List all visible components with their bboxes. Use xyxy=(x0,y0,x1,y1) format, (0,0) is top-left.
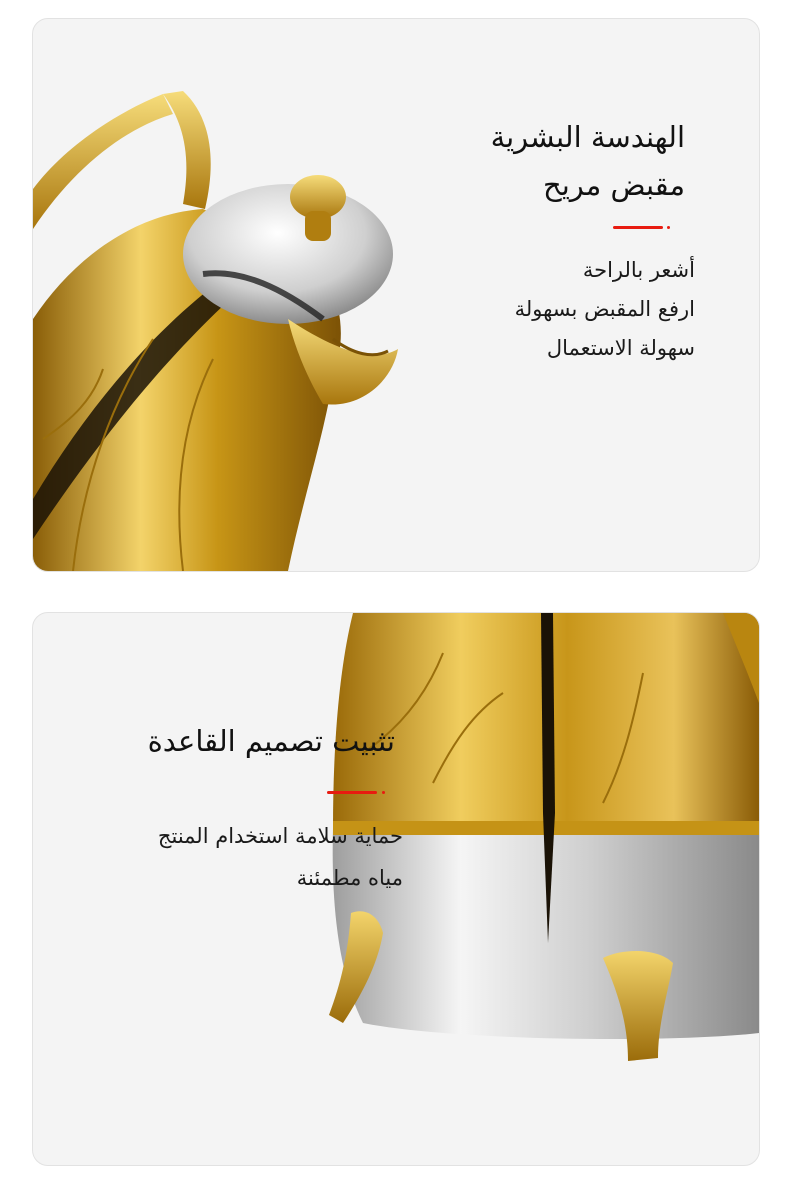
section-body-line: حماية سلامة استخدام المنتج xyxy=(157,824,403,848)
section-body-line: أشعر بالراحة xyxy=(582,258,695,282)
section-body-line: سهولة الاستعمال xyxy=(546,336,695,360)
accent-dot xyxy=(667,226,670,229)
section-title-line: الهندسة البشرية xyxy=(490,120,685,154)
accent-divider xyxy=(613,226,663,229)
section-body-line: مياه مطمئنة xyxy=(296,866,403,890)
section-title-line: مقبض مريح xyxy=(542,168,685,202)
feature-card-base-design xyxy=(32,612,760,1166)
feature-card-ergonomics xyxy=(32,18,760,572)
section-title-line: تثبيت تصميم القاعدة xyxy=(147,724,395,758)
section-body-line: ارفع المقبض بسهولة xyxy=(514,297,695,321)
accent-divider xyxy=(327,791,377,794)
accent-dot xyxy=(382,791,385,794)
